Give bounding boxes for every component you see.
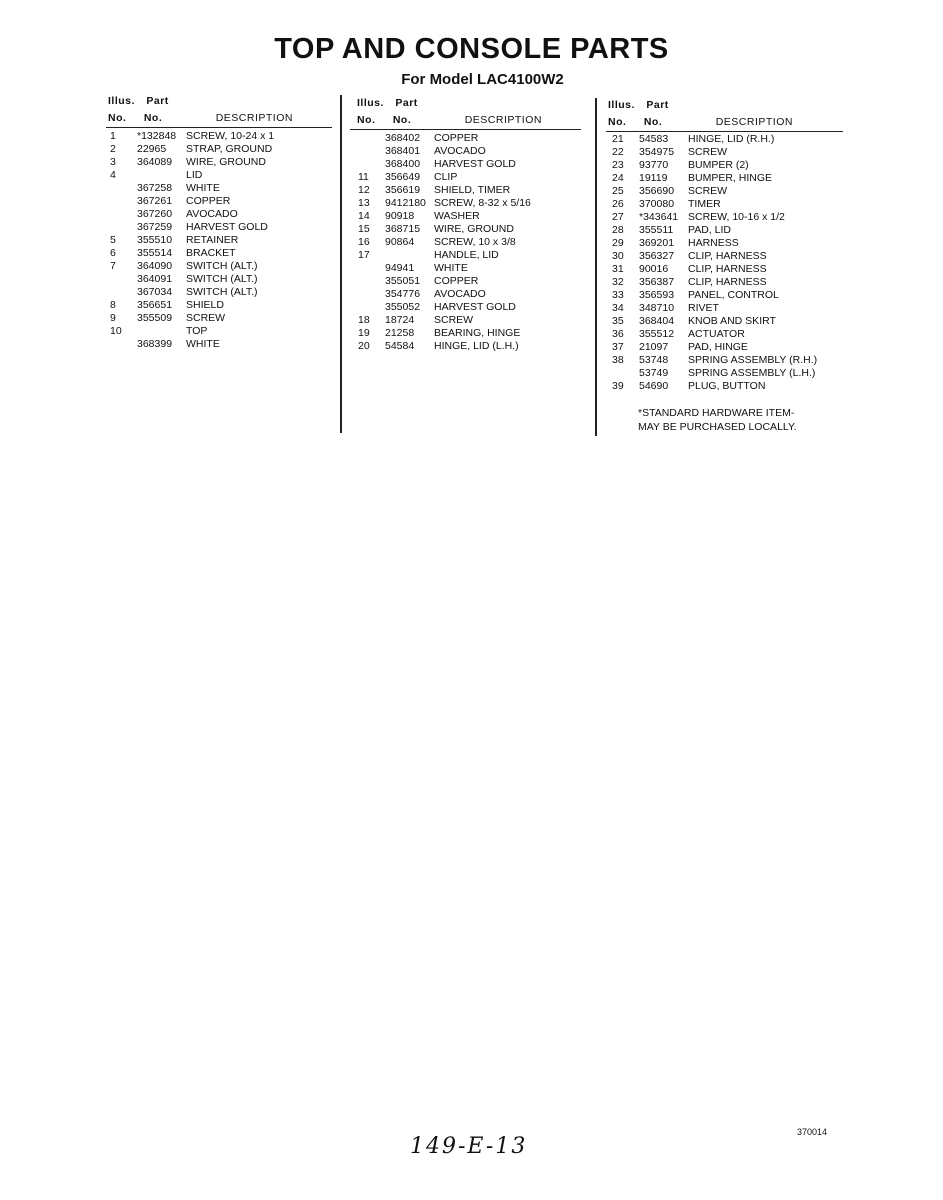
- parts-row: [110, 156, 335, 169]
- part-description: HANDLE, LID: [434, 249, 499, 261]
- parts-row: [110, 338, 335, 351]
- parts-row: [358, 197, 583, 210]
- part-number: 18724: [385, 314, 415, 326]
- column-divider: [340, 95, 342, 433]
- description-header: DESCRIPTION: [715, 116, 793, 128]
- part-number: 22965: [137, 143, 167, 155]
- part-number: 367259: [137, 221, 173, 233]
- part-description: HARNESS: [688, 237, 739, 249]
- illus-number: 20: [358, 340, 370, 352]
- part-description: TIMER: [688, 198, 721, 210]
- parts-row: [358, 275, 583, 288]
- part-number: 368402: [385, 132, 421, 144]
- parts-row: [110, 312, 335, 325]
- parts-row: [358, 184, 583, 197]
- part-number: 53748: [639, 354, 669, 366]
- parts-row: [110, 273, 335, 286]
- illus-number: 17: [358, 249, 370, 261]
- parts-row: [110, 325, 335, 338]
- parts-row: [110, 221, 335, 234]
- part-number: 354776: [385, 288, 421, 300]
- part-number: 368399: [137, 338, 173, 350]
- part-number: 356619: [385, 184, 421, 196]
- part-number: 21097: [639, 341, 669, 353]
- illus-number: 35: [612, 315, 624, 327]
- parts-row: [110, 195, 335, 208]
- part-description: COPPER: [434, 275, 479, 287]
- parts-list: [612, 133, 842, 393]
- part-description: SPRING ASSEMBLY (R.H.): [688, 354, 818, 366]
- description-header: DESCRIPTION: [215, 112, 293, 124]
- illus-number: 39: [612, 380, 624, 392]
- parts-row: [110, 182, 335, 195]
- illus-number: 24: [612, 172, 624, 184]
- illus-header: Illus.: [108, 95, 135, 107]
- parts-row: [358, 145, 583, 158]
- part-number: 356651: [137, 299, 173, 311]
- parts-row: [612, 354, 842, 367]
- part-number: *343641: [639, 211, 679, 223]
- part-description: BUMPER (2): [688, 159, 749, 171]
- part-description: RETAINER: [186, 234, 239, 246]
- footnote-line-2: MAY BE PURCHASED LOCALLY.: [638, 421, 797, 433]
- parts-row: [110, 286, 335, 299]
- footnote-line-1: *STANDARD HARDWARE ITEM-: [638, 407, 795, 419]
- part-number: 90864: [385, 236, 415, 248]
- part-number: 356690: [639, 185, 675, 197]
- parts-row: [612, 224, 842, 237]
- part-number: 348710: [639, 302, 675, 314]
- illus-header: Illus.: [608, 99, 635, 111]
- part-description: SCREW, 8-32 x 5/16: [434, 197, 531, 209]
- part-description: HARVEST GOLD: [186, 221, 268, 233]
- part-description: PANEL, CONTROL: [688, 289, 779, 301]
- part-number: 368715: [385, 223, 421, 235]
- illus-number: 2: [110, 143, 116, 155]
- part-number: 356327: [639, 250, 675, 262]
- parts-row: [612, 198, 842, 211]
- parts-row: [110, 130, 335, 143]
- part-description: AVOCADO: [186, 208, 238, 220]
- parts-row: [612, 172, 842, 185]
- part-description: SCREW: [186, 312, 226, 324]
- part-description: BRACKET: [186, 247, 236, 259]
- parts-list: [110, 130, 335, 351]
- illus-number: 19: [358, 327, 370, 339]
- part-description: CLIP, HARNESS: [688, 276, 767, 288]
- part-number: 54690: [639, 380, 669, 392]
- illus-number: 38: [612, 354, 624, 366]
- column-divider: [595, 98, 597, 436]
- parts-row: [110, 234, 335, 247]
- part-description: COPPER: [186, 195, 231, 207]
- illus-number: 22: [612, 146, 624, 158]
- header-rule: [350, 129, 581, 130]
- part-number: *132848: [137, 130, 177, 142]
- part-description: SHIELD: [186, 299, 224, 311]
- part-description: WASHER: [434, 210, 480, 222]
- part-number: 9412180: [385, 197, 426, 209]
- illus-number: 30: [612, 250, 624, 262]
- header-rule: [606, 131, 843, 132]
- illus-no-header: No.: [357, 114, 376, 126]
- parts-row: [612, 276, 842, 289]
- part-description: CLIP, HARNESS: [688, 250, 767, 262]
- part-header: Part: [646, 99, 669, 111]
- parts-row: [358, 158, 583, 171]
- part-description: SCREW: [434, 314, 474, 326]
- part-number: 367260: [137, 208, 173, 220]
- part-description: HINGE, LID (L.H.): [434, 340, 519, 352]
- page-title: TOP AND CONSOLE PARTS: [274, 33, 669, 65]
- parts-row: [612, 315, 842, 328]
- part-number: 355051: [385, 275, 421, 287]
- parts-row: [110, 169, 335, 182]
- header-rule: [106, 127, 332, 128]
- illus-number: 5: [110, 234, 116, 246]
- illus-number: 34: [612, 302, 624, 314]
- part-description: WHITE: [434, 262, 468, 274]
- document-number: 370014: [797, 1127, 828, 1137]
- illus-number: 36: [612, 328, 624, 340]
- part-no-header: No.: [392, 114, 412, 126]
- illus-number: 4: [110, 169, 116, 181]
- parts-row: [612, 250, 842, 263]
- illus-no-header: No.: [608, 116, 627, 128]
- parts-row: [110, 247, 335, 260]
- illus-number: 7: [110, 260, 116, 272]
- hardware-footnote: [638, 406, 797, 434]
- illus-number: 16: [358, 236, 370, 248]
- part-number: 356649: [385, 171, 421, 183]
- parts-row: [358, 171, 583, 184]
- part-number: 364090: [137, 260, 173, 272]
- parts-row: [358, 340, 583, 353]
- part-number: 354975: [639, 146, 675, 158]
- illus-number: 25: [612, 185, 624, 197]
- illus-number: 33: [612, 289, 624, 301]
- parts-row: [612, 185, 842, 198]
- model-subtitle: For Model LAC4100W2: [401, 71, 564, 88]
- illus-number: 14: [358, 210, 370, 222]
- part-number: 90918: [385, 210, 415, 222]
- part-description: WIRE, GROUND: [186, 156, 266, 168]
- part-description: SHIELD, TIMER: [434, 184, 511, 196]
- part-description: PAD, LID: [688, 224, 731, 236]
- description-header: DESCRIPTION: [464, 114, 542, 126]
- part-number: 355509: [137, 312, 173, 324]
- parts-row: [110, 260, 335, 273]
- part-header: Part: [146, 95, 169, 107]
- part-header: Part: [395, 97, 418, 109]
- parts-row: [612, 302, 842, 315]
- illus-number: 9: [110, 312, 116, 324]
- part-number: 94941: [385, 262, 415, 274]
- part-number: 364091: [137, 273, 173, 285]
- illus-number: 10: [110, 325, 122, 337]
- part-number: 355511: [639, 224, 674, 236]
- parts-row: [358, 314, 583, 327]
- illus-number: 18: [358, 314, 370, 326]
- part-number: 370080: [639, 198, 675, 210]
- illus-number: 8: [110, 299, 116, 311]
- part-no-header: No.: [143, 112, 163, 124]
- part-number: 368404: [639, 315, 675, 327]
- part-description: CLIP, HARNESS: [688, 263, 767, 275]
- illus-number: 11: [358, 171, 369, 183]
- parts-row: [612, 341, 842, 354]
- parts-row: [358, 223, 583, 236]
- part-description: HARVEST GOLD: [434, 158, 516, 170]
- part-number: 93770: [639, 159, 669, 171]
- part-description: SWITCH (ALT.): [186, 273, 258, 285]
- part-description: PLUG, BUTTON: [688, 380, 766, 392]
- parts-row: [612, 211, 842, 224]
- part-number: 356593: [639, 289, 675, 301]
- part-number: 53749: [639, 367, 669, 379]
- illus-number: 21: [612, 133, 624, 145]
- part-number: 367258: [137, 182, 173, 194]
- illus-no-header: No.: [108, 112, 127, 124]
- part-number: 364089: [137, 156, 173, 168]
- parts-row: [110, 208, 335, 221]
- illus-number: 37: [612, 341, 624, 353]
- part-number: 356387: [639, 276, 675, 288]
- part-number: 367261: [137, 195, 173, 207]
- part-number: 369201: [639, 237, 675, 249]
- part-number: 355514: [137, 247, 173, 259]
- parts-row: [358, 262, 583, 275]
- illus-number: 23: [612, 159, 624, 171]
- part-description: KNOB AND SKIRT: [688, 315, 776, 327]
- part-description: WHITE: [186, 182, 220, 194]
- part-number: 355052: [385, 301, 421, 313]
- parts-row: [358, 249, 583, 262]
- parts-row: [612, 380, 842, 393]
- illus-number: 12: [358, 184, 370, 196]
- parts-row: [110, 143, 335, 156]
- illus-header: Illus.: [357, 97, 384, 109]
- illus-number: 28: [612, 224, 624, 236]
- part-description: BEARING, HINGE: [434, 327, 521, 339]
- parts-row: [612, 367, 842, 380]
- part-description: ACTUATOR: [688, 328, 745, 340]
- part-description: BUMPER, HINGE: [688, 172, 773, 184]
- part-description: SCREW, 10-16 x 1/2: [688, 211, 785, 223]
- illus-number: 6: [110, 247, 116, 259]
- illus-number: 26: [612, 198, 624, 210]
- part-description: COPPER: [434, 132, 479, 144]
- parts-row: [612, 133, 842, 146]
- illus-number: 29: [612, 237, 624, 249]
- part-description: AVOCADO: [434, 288, 486, 300]
- part-number: 368401: [385, 145, 421, 157]
- illus-number: 27: [612, 211, 624, 223]
- part-description: STRAP, GROUND: [186, 143, 273, 155]
- part-description: WIRE, GROUND: [434, 223, 514, 235]
- parts-row: [612, 146, 842, 159]
- part-description: HINGE, LID (R.H.): [688, 133, 775, 145]
- illus-number: 13: [358, 197, 370, 209]
- part-description: CLIP: [434, 171, 458, 183]
- part-description: SCREW, 10 x 3/8: [434, 236, 516, 248]
- part-description: PAD, HINGE: [688, 341, 748, 353]
- part-number: 21258: [385, 327, 415, 339]
- parts-row: [110, 299, 335, 312]
- parts-row: [612, 159, 842, 172]
- parts-row: [612, 237, 842, 250]
- part-description: LID: [186, 169, 203, 181]
- parts-row: [358, 301, 583, 314]
- parts-row: [358, 132, 583, 145]
- part-description: SCREW, 10-24 x 1: [186, 130, 275, 142]
- illus-number: 31: [612, 263, 624, 275]
- part-number: 54584: [385, 340, 415, 352]
- part-description: SPRING ASSEMBLY (L.H.): [688, 367, 816, 379]
- parts-row: [358, 236, 583, 249]
- handwritten-code: 149-E-13: [410, 1134, 528, 1159]
- illus-number: 15: [358, 223, 370, 235]
- part-description: TOP: [186, 325, 208, 337]
- parts-row: [612, 289, 842, 302]
- part-number: 367034: [137, 286, 173, 298]
- part-no-header: No.: [643, 116, 663, 128]
- illus-number: 3: [110, 156, 116, 168]
- part-description: SWITCH (ALT.): [186, 260, 258, 272]
- part-description: SCREW: [688, 146, 728, 158]
- parts-row: [358, 210, 583, 223]
- part-number: 19119: [639, 172, 668, 184]
- parts-row: [358, 327, 583, 340]
- part-description: SWITCH (ALT.): [186, 286, 258, 298]
- parts-row: [612, 263, 842, 276]
- part-number: 368400: [385, 158, 421, 170]
- illus-number: 1: [110, 130, 116, 142]
- illus-number: 32: [612, 276, 624, 288]
- part-description: HARVEST GOLD: [434, 301, 516, 313]
- part-description: SCREW: [688, 185, 728, 197]
- part-number: 54583: [639, 133, 669, 145]
- part-description: WHITE: [186, 338, 220, 350]
- parts-row: [612, 328, 842, 341]
- part-description: AVOCADO: [434, 145, 486, 157]
- part-number: 90016: [639, 263, 669, 275]
- parts-row: [358, 288, 583, 301]
- part-description: RIVET: [688, 302, 719, 314]
- part-number: 355510: [137, 234, 173, 246]
- part-number: 355512: [639, 328, 675, 340]
- parts-list: [358, 132, 583, 353]
